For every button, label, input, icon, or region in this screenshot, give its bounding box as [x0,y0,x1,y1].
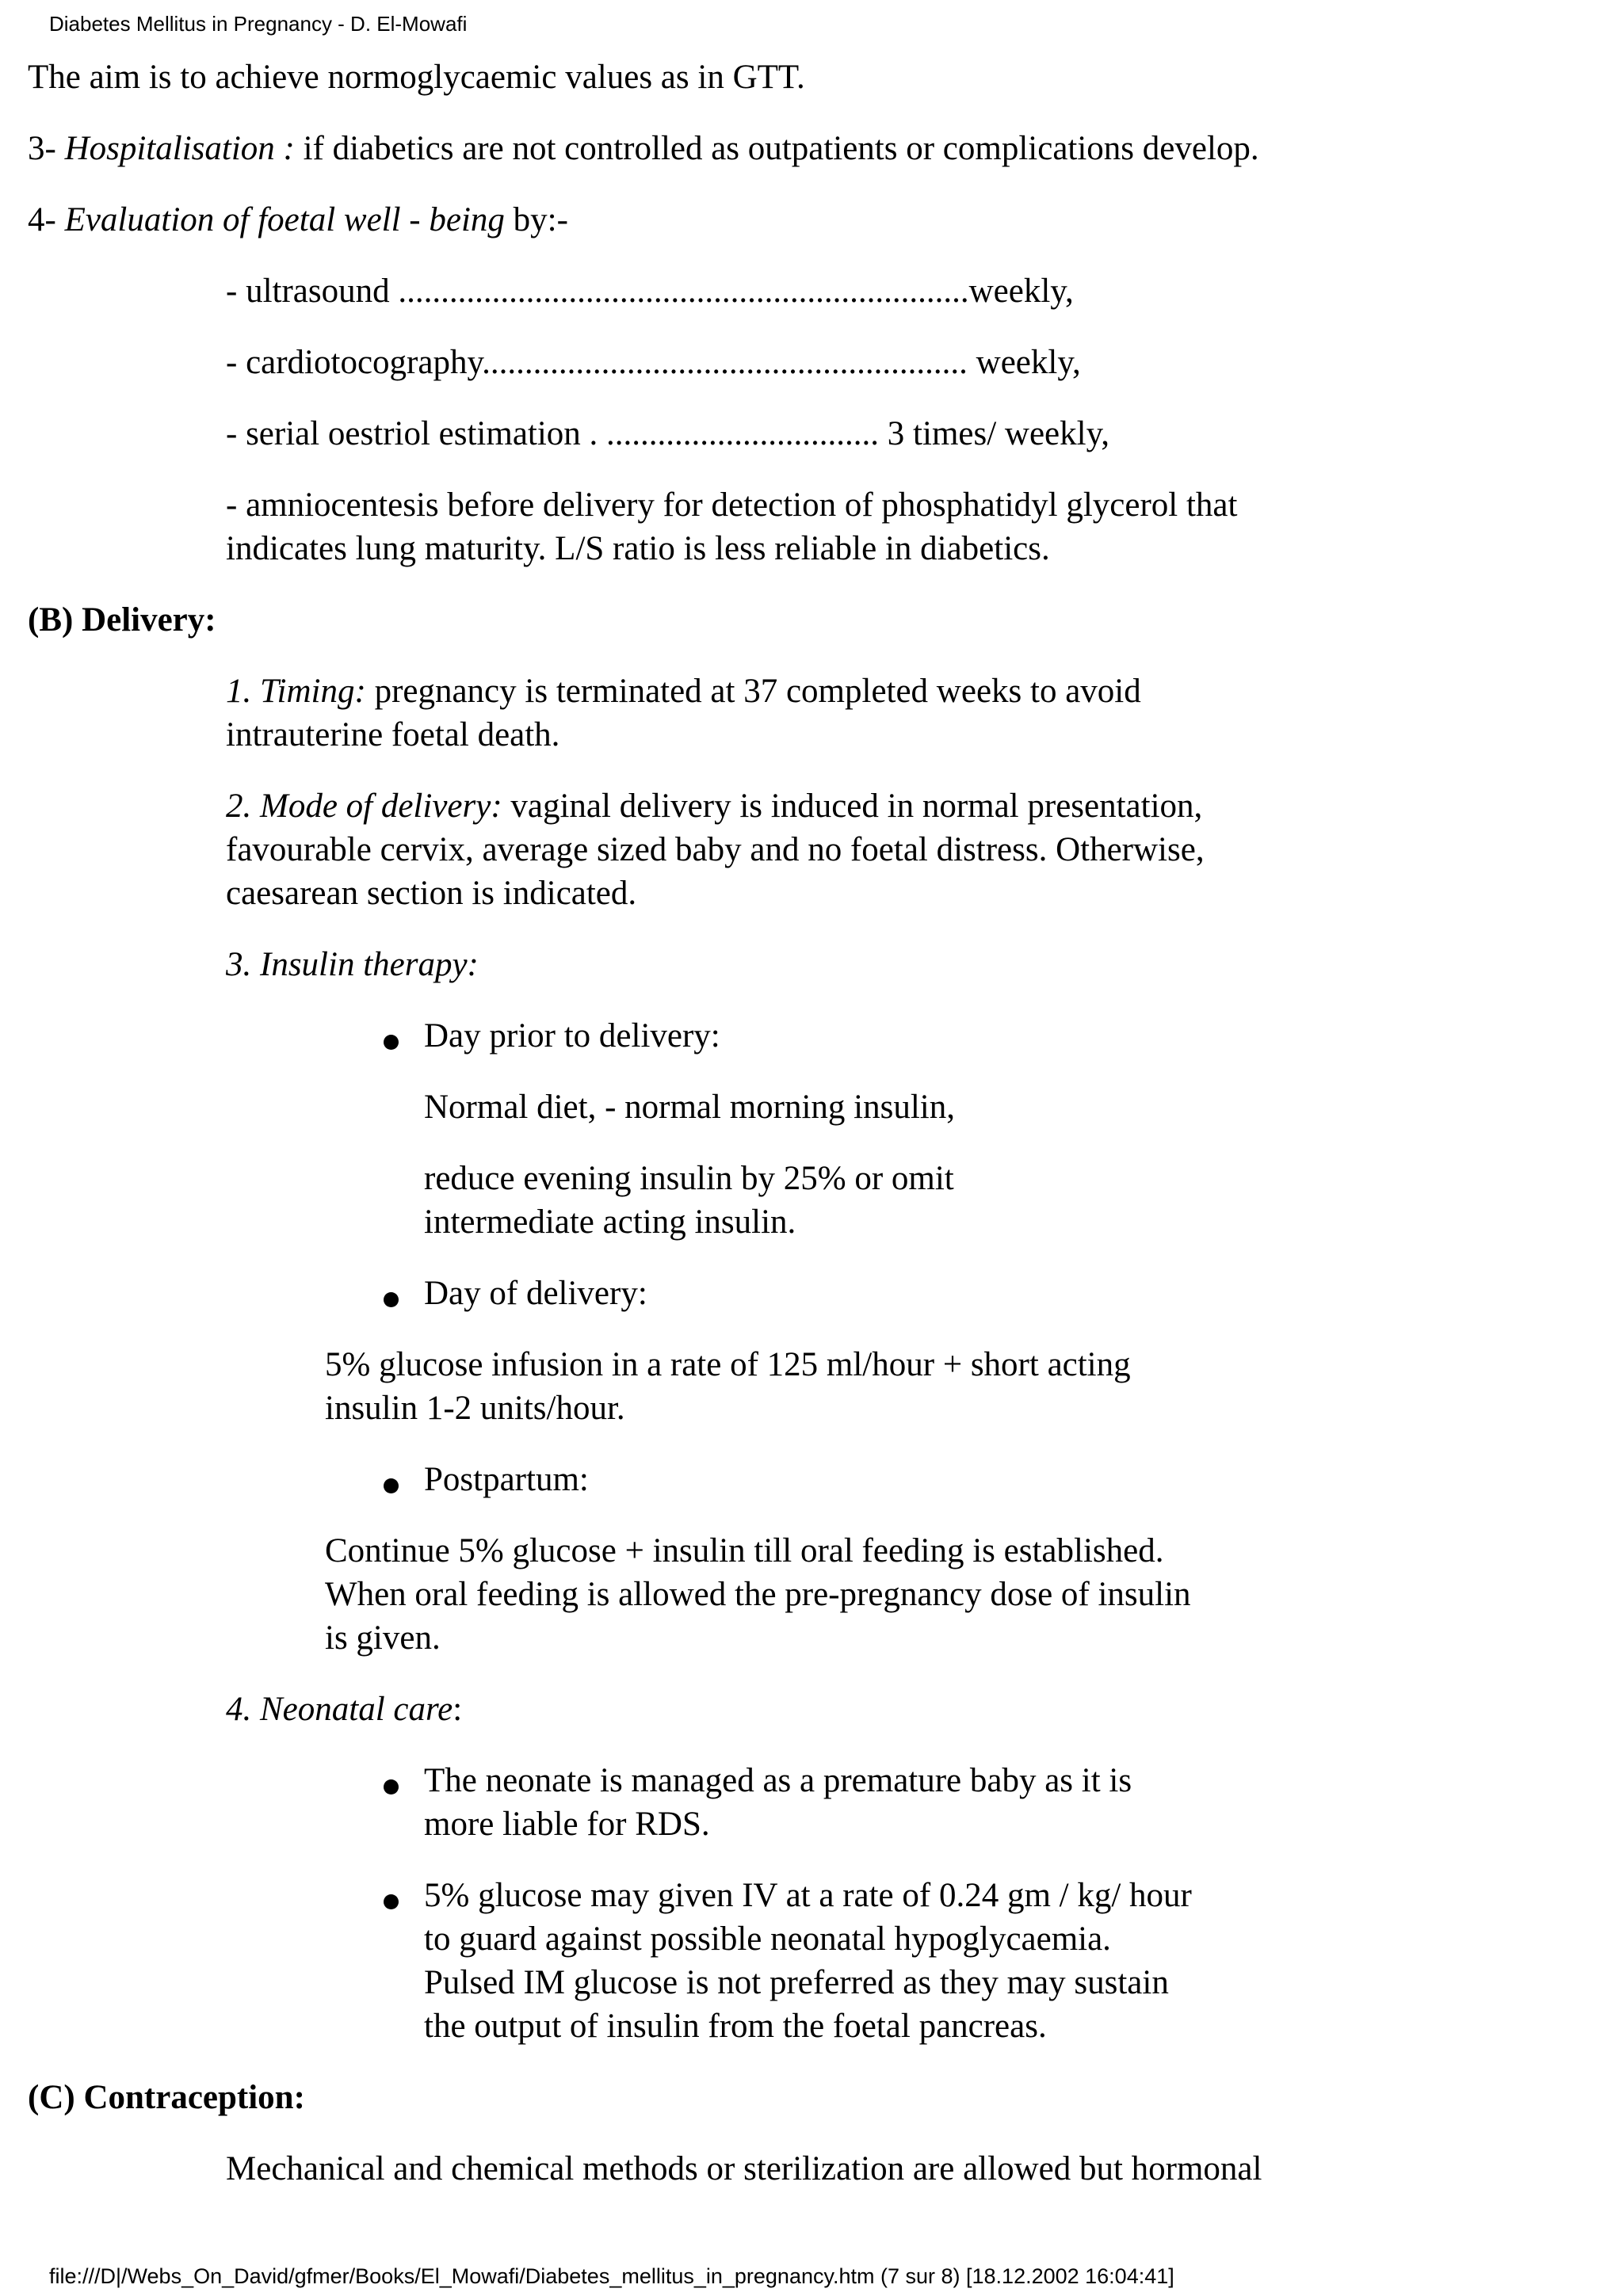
mode-label: 2. Mode of delivery: [226,788,502,825]
contraception-heading [28,2076,305,2119]
bullet-icon [384,1478,399,1493]
hospitalisation-number: 3- [28,130,65,167]
evaluation-heading [28,198,568,242]
bullet-day-of: Day of delivery: [424,1275,647,1312]
contraception-heading-text: (C) Contraception: [28,2079,305,2116]
mode-line1 [226,784,1202,828]
delivery-heading [28,598,216,642]
postpartum-line3: is given. [325,1619,441,1657]
bullet-icon [384,1779,399,1794]
day-prior-line2: reduce evening insulin by 25% or omit [424,1160,954,1197]
day-prior-line1: Normal diet, - normal morning insulin, [424,1089,955,1126]
day-of-line1: 5% glucose infusion in a rate of 125 ml/hour + short acting [325,1346,1131,1383]
insulin-therapy-heading [226,943,479,986]
bullet-icon [384,1035,399,1050]
neonatal-bullet2-line3: Pulsed IM glucose is not preferred as they may sustain [424,1964,1169,2001]
page-header-title: Diabetes Mellitus in Pregnancy - D. El-Mowafi [49,12,468,36]
mode-text: vaginal delivery is induced in normal presentation, [502,788,1203,825]
evaluation-number: 4- [28,201,65,238]
postpartum-line1: Continue 5% glucose + insulin till oral feeding is established. [325,1532,1164,1569]
timing-text: pregnancy is terminated at 37 completed weeks to avoid [365,673,1141,710]
neonatal-bullet1-line1: The neonate is managed as a premature baby as it is [424,1762,1132,1799]
postpartum-line2: When oral feeding is allowed the pre-pregnancy dose of insulin [325,1576,1191,1613]
hospitalisation-title: Hospitalisation : [64,130,295,167]
page-footer-path: file:///D|/Webs_On_David/gfmer/Books/El_Mowafi/Diabetes_mellitus_in_pregnancy.htm (7 sur 8) [18.12.2002 16:04:41] [49,2264,1174,2288]
mode-line3: caesarean section is indicated. [226,875,637,912]
timing-label: 1. Timing: [226,673,366,710]
hospitalisation-text: if diabetics are not controlled as outpatients or complications develop. [294,130,1259,167]
bullet-postpartum: Postpartum: [424,1461,589,1498]
insulin-therapy-label: 3. Insulin therapy: [226,946,479,983]
evaluation-item-amniocentesis-line2: indicates lung maturity. L/S ratio is less reliable in diabetics. [226,530,1050,567]
neonatal-bullet2-line2: to guard against possible neonatal hypoglycaemia. [424,1920,1111,1958]
bullet-icon [384,1894,399,1909]
day-prior-line3: intermediate acting insulin. [424,1203,796,1241]
evaluation-item-cardiotocography: - cardiotocography......................................................... weekly, [226,344,1081,381]
neonatal-care-label: 4. Neonatal care [226,1691,453,1728]
hospitalisation-paragraph [28,127,1259,170]
neonatal-care-colon: : [453,1691,463,1728]
aim-paragraph: The aim is to achieve normoglycaemic values as in GTT. [28,59,805,96]
neonatal-care-heading [226,1688,462,1731]
bullet-icon [384,1292,399,1307]
timing-line1 [226,669,1141,713]
neonatal-bullet2-line4: the output of insulin from the foetal pancreas. [424,2008,1047,2045]
neonatal-bullet1-line2: more liable for RDS. [424,1806,710,1843]
mode-line2: favourable cervix, average sized baby and no foetal distress. Otherwise, [226,831,1205,868]
evaluation-item-amniocentesis-line1: - amniocentesis before delivery for detection of phosphatidyl glycerol that [226,486,1238,524]
evaluation-item-oestriol: - serial oestriol estimation . ................................ 3 times/ weekly, [226,415,1110,452]
day-of-line2: insulin 1-2 units/hour. [325,1390,625,1427]
contraception-line1: Mechanical and chemical methods or sterilization are allowed but hormonal [226,2150,1262,2187]
delivery-heading-text: (B) Delivery: [28,601,216,639]
evaluation-title: Evaluation of foetal well - being [64,201,505,238]
timing-line2: intrauterine foetal death. [226,716,560,753]
bullet-day-prior: Day prior to delivery: [424,1017,720,1055]
evaluation-item-ultrasound: - ultrasound ...................................................................weekly, [226,273,1074,310]
neonatal-bullet2-line1: 5% glucose may given IV at a rate of 0.24 gm / kg/ hour [424,1877,1192,1914]
evaluation-suffix: by:- [504,201,568,238]
